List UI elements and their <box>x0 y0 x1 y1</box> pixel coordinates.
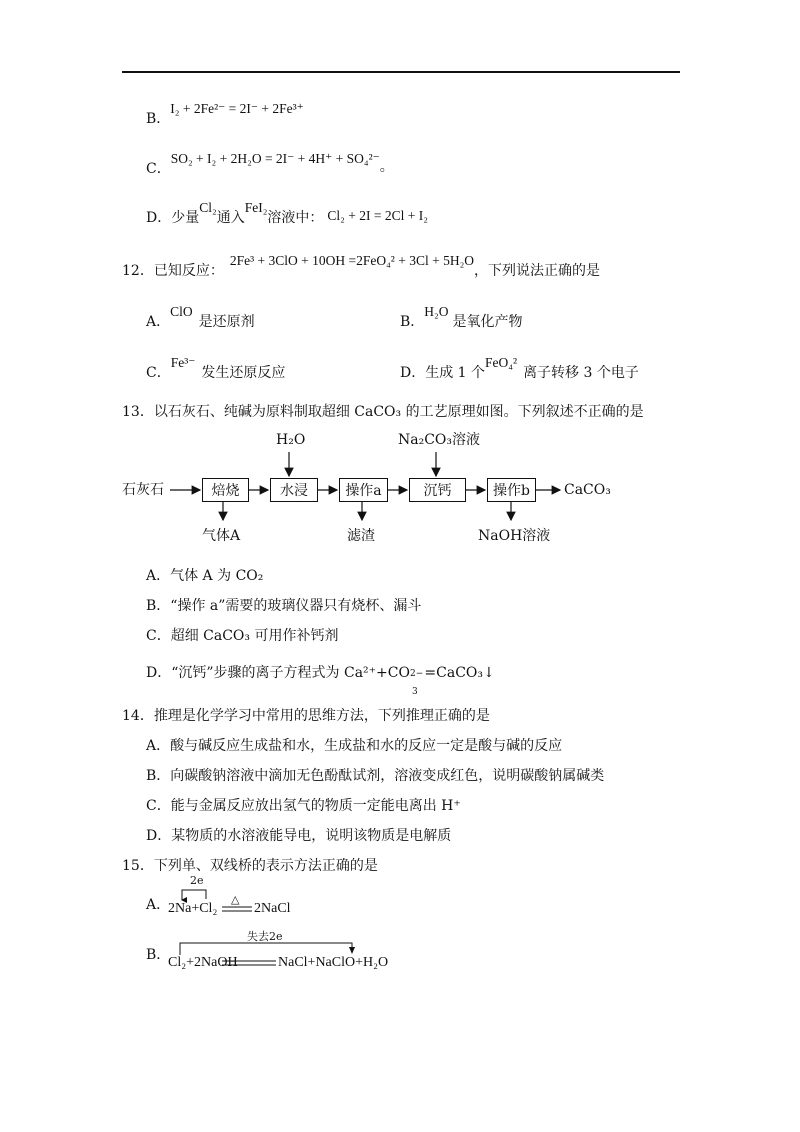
heat-condition: △ <box>231 893 240 906</box>
flow-box-leach: 水浸 <box>270 478 318 502</box>
bridge-arrowhead <box>349 947 355 954</box>
charge-subscript: 3 <box>411 687 418 697</box>
option-b-q14[interactable]: B．向碳酸钠溶液中滴加无色酚酞试剂，溶液变成红色，说明碳酸钠属碱类 <box>146 768 605 784</box>
period: 。 <box>379 159 394 175</box>
charge-superscript: 2− <box>409 669 424 679</box>
flow-box-operation-b: 操作b <box>487 478 536 502</box>
option-d-q14[interactable]: D．某物质的水溶液能导电，说明该物质是电解质 <box>146 828 452 844</box>
reactants-b: Cl₂+2NaOH <box>168 955 238 970</box>
question-14-stem: 14．推理是化学学习中常用的思维方法，下列推理正确的是 <box>122 708 490 724</box>
text-fragment: 少量 <box>171 210 200 226</box>
stem-text: ，下列说法正确的是 <box>474 263 601 279</box>
flow-input-soda: Na₂CO₃溶液 <box>398 432 481 448</box>
flow-box-roast: 焙烧 <box>202 478 249 502</box>
option-text: =CaCO₃↓ <box>419 665 495 681</box>
question-13-stem: 13．以石灰石、纯碱为原料制取超细 CaCO₃ 的工艺原理如图。下列叙述不正确的是 <box>122 404 644 420</box>
bridge-label-b: 失去2e <box>247 930 283 943</box>
option-text: 发生还原反应 <box>201 365 286 381</box>
chem: ClO <box>170 304 193 319</box>
chem-cl2: Cl₂ <box>199 200 217 215</box>
chem-fei2: FeI₂ <box>244 200 268 215</box>
option-text: 是氧化产物 <box>452 314 523 330</box>
bridge-label-a: 2e <box>190 874 204 887</box>
flow-input-water: H₂O <box>276 432 306 448</box>
flow-output-gas: 气体A <box>202 528 241 544</box>
chem: Fe³⁻ <box>170 355 196 370</box>
option-text: 生成 1 个 <box>425 365 486 381</box>
equation: I₂ + 2Fe²⁻ = 2I⁻ + 2Fe³⁺ <box>170 101 304 116</box>
flow-output-solution: NaOH溶液 <box>478 528 551 544</box>
text-fragment: 通入 <box>216 210 245 226</box>
option-b-label-q15[interactable]: B． <box>146 947 171 963</box>
option-label: A． <box>146 314 171 330</box>
flow-box-operation-a: 操作a <box>339 478 388 502</box>
option-label: C． <box>146 161 171 177</box>
option-text: 离子转移 3 个电子 <box>523 365 639 381</box>
option-text: D．“沉钙”步骤的离子方程式为 Ca²⁺+CO <box>146 665 410 681</box>
products-b: NaCl+NaClO+H₂O <box>278 955 389 970</box>
flow-output-residue: 滤渣 <box>347 528 375 544</box>
option-label: B． <box>146 111 171 127</box>
stem-text: 12．已知反应： <box>122 263 224 279</box>
chem: H₂O <box>424 304 449 319</box>
option-label: D． <box>146 210 172 226</box>
equation: SO₂ + I₂ + 2H₂O = 2I⁻ + 4H⁺ + SO₄²⁻ <box>170 151 380 166</box>
flow-start-limestone: 石灰石 <box>122 482 164 498</box>
option-label: C． <box>146 365 171 381</box>
option-text: 是还原剂 <box>198 314 255 330</box>
option-b-q13[interactable]: B．“操作 a”需要的玻璃仪器只有烧杯、漏斗 <box>146 598 422 614</box>
option-a-label-q15[interactable]: A． <box>146 897 171 913</box>
chem: FeO₄² <box>485 355 518 370</box>
option-a-q14[interactable]: A．酸与碱反应生成盐和水，生成盐和水的反应一定是酸与碱的反应 <box>146 738 563 754</box>
option-a-q13[interactable]: A．气体 A 为 CO₂ <box>146 568 264 584</box>
option-label: D． <box>400 365 426 381</box>
equation: Cl₂ + 2I = 2Cl + I₂ <box>327 208 428 223</box>
option-c-q14[interactable]: C．能与金属反应放出氢气的物质一定能电离出 H⁺ <box>146 798 461 814</box>
option-c-q13[interactable]: C．超细 CaCO₃ 可用作补钙剂 <box>146 628 339 644</box>
option-label: B． <box>400 314 425 330</box>
reactants-a: 2Na+Cl₂ <box>168 901 218 916</box>
equation: 2Fe³ + 3ClO + 10OH =2FeO₄² + 3Cl + 5H₂O <box>229 253 475 268</box>
text-fragment: 溶液中： <box>267 210 324 226</box>
flow-box-precipitate: 沉钙 <box>409 478 466 502</box>
flow-end-product: CaCO₃ <box>564 482 611 498</box>
product-a: 2NaCl <box>254 901 291 916</box>
question-15-stem: 15．下列单、双线桥的表示方法正确的是 <box>122 858 378 874</box>
